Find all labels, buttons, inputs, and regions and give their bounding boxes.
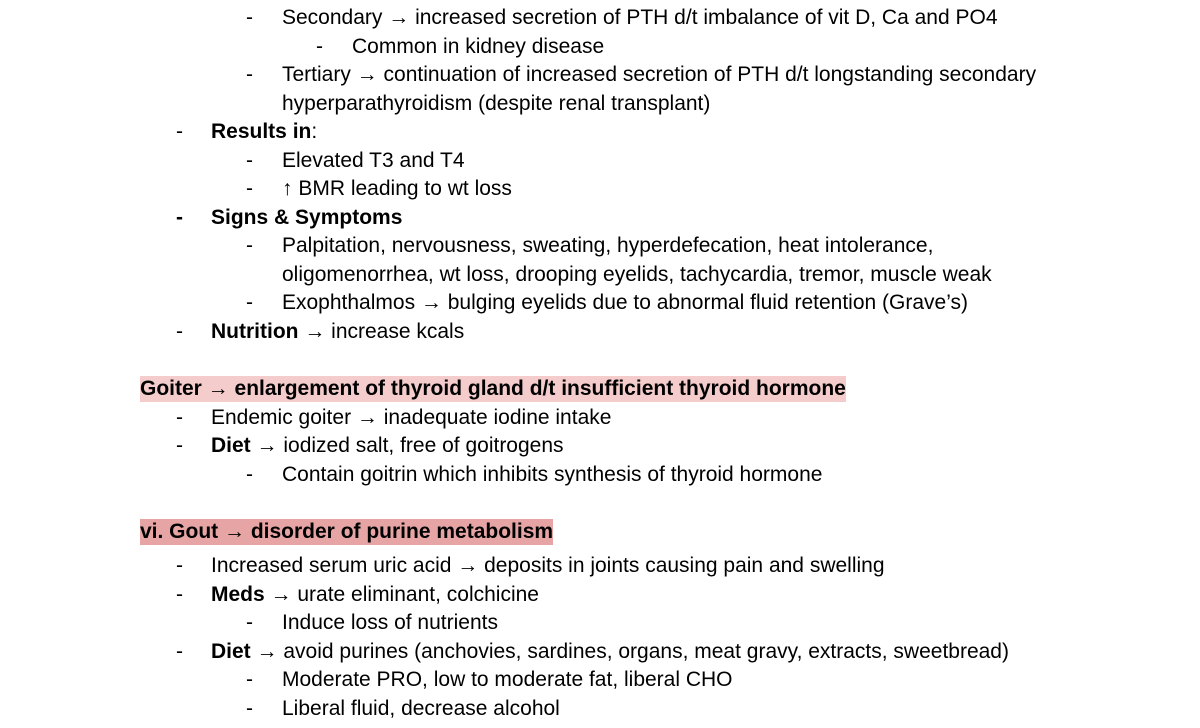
moderate-pro-text: Moderate PRO, low to moderate fat, liberal CHO	[282, 668, 733, 691]
induce-loss-text: Induce loss of nutrients	[282, 611, 498, 634]
results-in-colon: :	[311, 120, 318, 143]
endemic-goiter-text: Endemic goiter → inadequate iodine intake	[211, 406, 612, 429]
bullet-dash: -	[246, 291, 253, 314]
nutrition-text: → increase kcals	[298, 320, 465, 343]
exophthalmos-text: Exophthalmos → bulging eyelids due to abnormal fluid retention (Grave’s)	[282, 291, 968, 314]
secondary-text: Secondary → increased secretion of PTH d/t imbalance of vit D, Ca and PO4	[282, 6, 998, 29]
meds-text: → urate eliminant, colchicine	[264, 583, 539, 606]
goiter-diet-label: Diet	[211, 434, 251, 457]
nutrition-label: Nutrition	[211, 320, 299, 343]
palpitation-text-line2: oligomenorrhea, wt loss, drooping eyelids, tachycardia, tremor, muscle weak	[282, 263, 992, 286]
bullet-dash: -	[176, 320, 183, 343]
goitrin-text: Contain goitrin which inhibits synthesis of thyroid hormone	[282, 463, 823, 486]
tertiary-text-line2: hyperparathyroidism (despite renal transplant)	[282, 92, 711, 115]
signs-symptoms-label: Signs & Symptoms	[211, 206, 403, 229]
meds-label: Meds	[211, 583, 265, 606]
bullet-dash: -	[246, 611, 253, 634]
bullet-dash: -	[246, 63, 253, 86]
bullet-dash: -	[246, 6, 253, 29]
gout-heading-text: vi. Gout → disorder of purine metabolism	[140, 520, 554, 543]
bullet-dash: -	[316, 35, 323, 58]
gout-diet-text: → avoid purines (anchovies, sardines, organs, meat gravy, extracts, sweetbread)	[250, 640, 1009, 663]
bullet-dash: -	[246, 668, 253, 691]
bullet-dash: -	[176, 434, 183, 457]
goiter-heading	[140, 375, 846, 403]
kidney-text: Common in kidney disease	[352, 35, 605, 58]
liberal-fluid-text: Liberal fluid, decrease alcohol	[282, 697, 560, 720]
bullet-dash: -	[246, 697, 253, 720]
goiter-heading-text: Goiter → enlargement of thyroid gland d/t insufficient thyroid hormone	[140, 377, 846, 400]
bullet-dash: -	[176, 406, 183, 429]
bullet-dash: -	[176, 583, 183, 606]
bullet-dash: -	[176, 120, 183, 143]
results-in-label: Results in	[211, 120, 312, 143]
uric-acid-text: Increased serum uric acid → deposits in joints causing pain and swelling	[211, 554, 885, 577]
bullet-dash: -	[176, 640, 183, 663]
bullet-dash: -	[246, 177, 253, 200]
goiter-diet-text: → iodized salt, free of goitrogens	[250, 434, 564, 457]
bullet-dash: -	[246, 234, 253, 257]
bullet-dash: -	[246, 149, 253, 172]
bullet-dash: -	[176, 206, 183, 229]
palpitation-text-line1: Palpitation, nervousness, sweating, hyperdefecation, heat intolerance,	[282, 234, 934, 257]
bullet-dash: -	[176, 554, 183, 577]
bullet-dash: -	[246, 463, 253, 486]
tertiary-text-line1: Tertiary → continuation of increased secretion of PTH d/t longstanding secondary	[282, 63, 1037, 86]
gout-diet-label: Diet	[211, 640, 251, 663]
bmr-text: ↑ BMR leading to wt loss	[282, 177, 512, 200]
gout-heading	[140, 518, 553, 546]
t3-t4-text: Elevated T3 and T4	[282, 149, 465, 172]
